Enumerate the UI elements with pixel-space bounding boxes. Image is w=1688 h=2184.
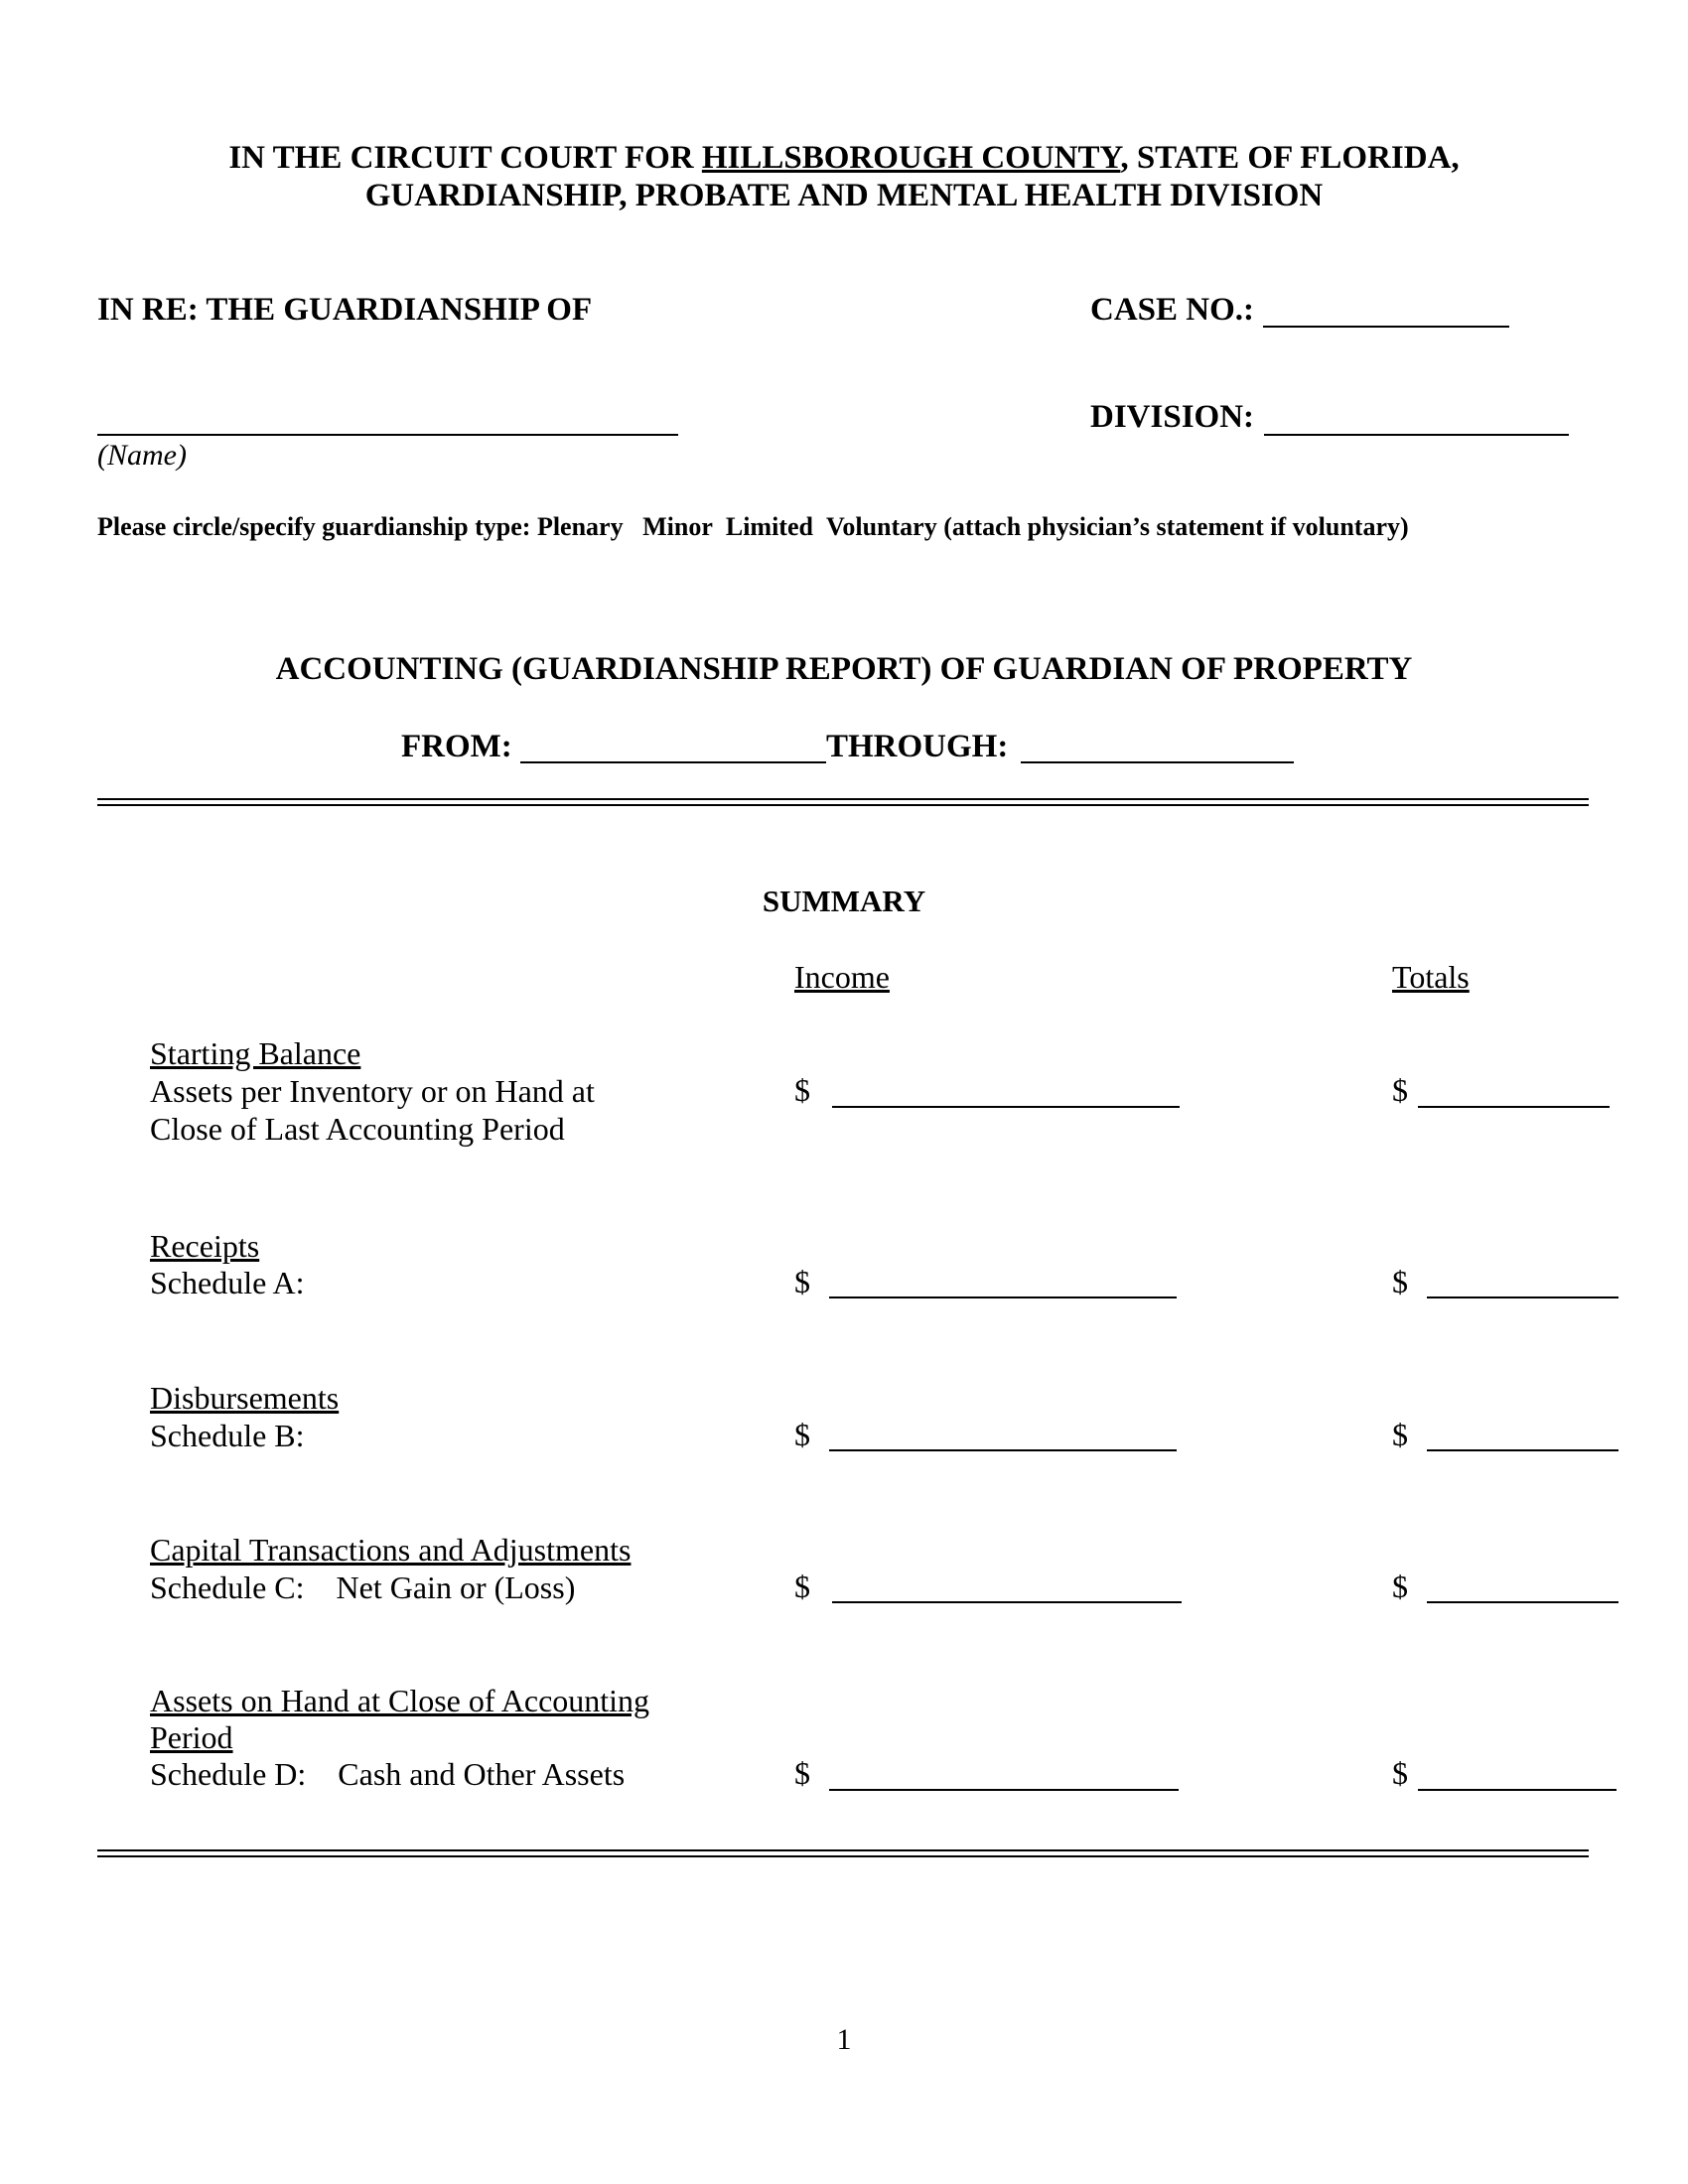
section-line: Close of Last Accounting Period [150, 1111, 565, 1147]
totals-column-header: Totals [1392, 959, 1470, 995]
through-date-field[interactable] [1021, 761, 1294, 763]
section-line: Assets per Inventory or on Hand at [150, 1073, 595, 1109]
option-voluntary[interactable]: Voluntary [825, 512, 937, 541]
ward-name-field[interactable] [97, 434, 678, 436]
section-heading: Starting Balance [150, 1035, 361, 1071]
income-amount-field[interactable] [829, 1297, 1177, 1298]
section-line: Schedule B: [150, 1418, 305, 1453]
report-title: ACCOUNTING (GUARDIANSHIP REPORT) OF GUARDIAN OF PROPERTY [275, 651, 1413, 687]
income-column-header: Income [794, 959, 890, 995]
from-date-field[interactable] [520, 761, 826, 763]
totals-currency: $ [1392, 1755, 1408, 1791]
case-no-label: CASE NO.: [1090, 292, 1255, 328]
summary-title: SUMMARY [762, 884, 926, 918]
section-heading: Capital Transactions and Adjustments [150, 1532, 632, 1568]
option-minor[interactable]: Minor [642, 512, 713, 541]
section-heading: Receipts [150, 1228, 260, 1264]
option-plenary[interactable]: Plenary [536, 512, 624, 541]
income-currency: $ [794, 1264, 810, 1299]
case-no-field[interactable] [1263, 326, 1509, 328]
option-limited[interactable]: Limited [725, 512, 813, 541]
totals-amount-field[interactable] [1418, 1106, 1610, 1108]
court-header-line2: GUARDIANSHIP, PROBATE AND MENTAL HEALTH DIVISION [364, 178, 1324, 213]
division-label: DIVISION: [1090, 399, 1255, 435]
court-header-line1: IN THE CIRCUIT COURT FOR HILLSBOROUGH COUNTY, STATE OF FLORIDA, [228, 140, 1460, 176]
totals-amount-field[interactable] [1427, 1601, 1618, 1603]
totals-amount-field[interactable] [1427, 1297, 1618, 1298]
county-name: HILLSBOROUGH COUNTY [701, 140, 1121, 176]
divider-rule [97, 798, 1589, 800]
divider-rule [97, 804, 1589, 806]
section-heading-continued: Period [150, 1719, 233, 1755]
division-field[interactable] [1264, 434, 1569, 436]
income-currency: $ [794, 1417, 810, 1452]
section-heading: Assets on Hand at Close of Accounting [150, 1683, 650, 1718]
in-re-label: IN RE: THE GUARDIANSHIP OF [97, 292, 593, 328]
name-label: (Name) [97, 439, 187, 472]
from-label: FROM: [401, 729, 512, 764]
income-amount-field[interactable] [829, 1449, 1177, 1451]
totals-currency: $ [1392, 1417, 1408, 1452]
totals-amount-field[interactable] [1418, 1789, 1617, 1791]
income-amount-field[interactable] [832, 1601, 1182, 1603]
income-currency: $ [794, 1755, 810, 1791]
totals-amount-field[interactable] [1427, 1449, 1618, 1451]
divider-rule [97, 1855, 1589, 1857]
totals-currency: $ [1392, 1264, 1408, 1299]
page-number: 1 [836, 2023, 852, 2056]
income-currency: $ [794, 1072, 810, 1108]
income-currency: $ [794, 1569, 810, 1604]
section-line: Schedule A: [150, 1265, 305, 1300]
income-amount-field[interactable] [832, 1106, 1180, 1108]
totals-currency: $ [1392, 1569, 1408, 1604]
divider-rule [97, 1849, 1589, 1851]
section-heading: Disbursements [150, 1380, 340, 1416]
guardianship-type-line: Please circle/specify guardianship type: Plenary Minor Limited Voluntary (attach physician’s statement if voluntary) [97, 512, 1409, 541]
income-amount-field[interactable] [829, 1789, 1179, 1791]
through-label: THROUGH: [826, 729, 1009, 764]
totals-currency: $ [1392, 1072, 1408, 1108]
section-line: Schedule C: Net Gain or (Loss) [150, 1570, 576, 1605]
section-line: Schedule D: Cash and Other Assets [150, 1756, 626, 1792]
